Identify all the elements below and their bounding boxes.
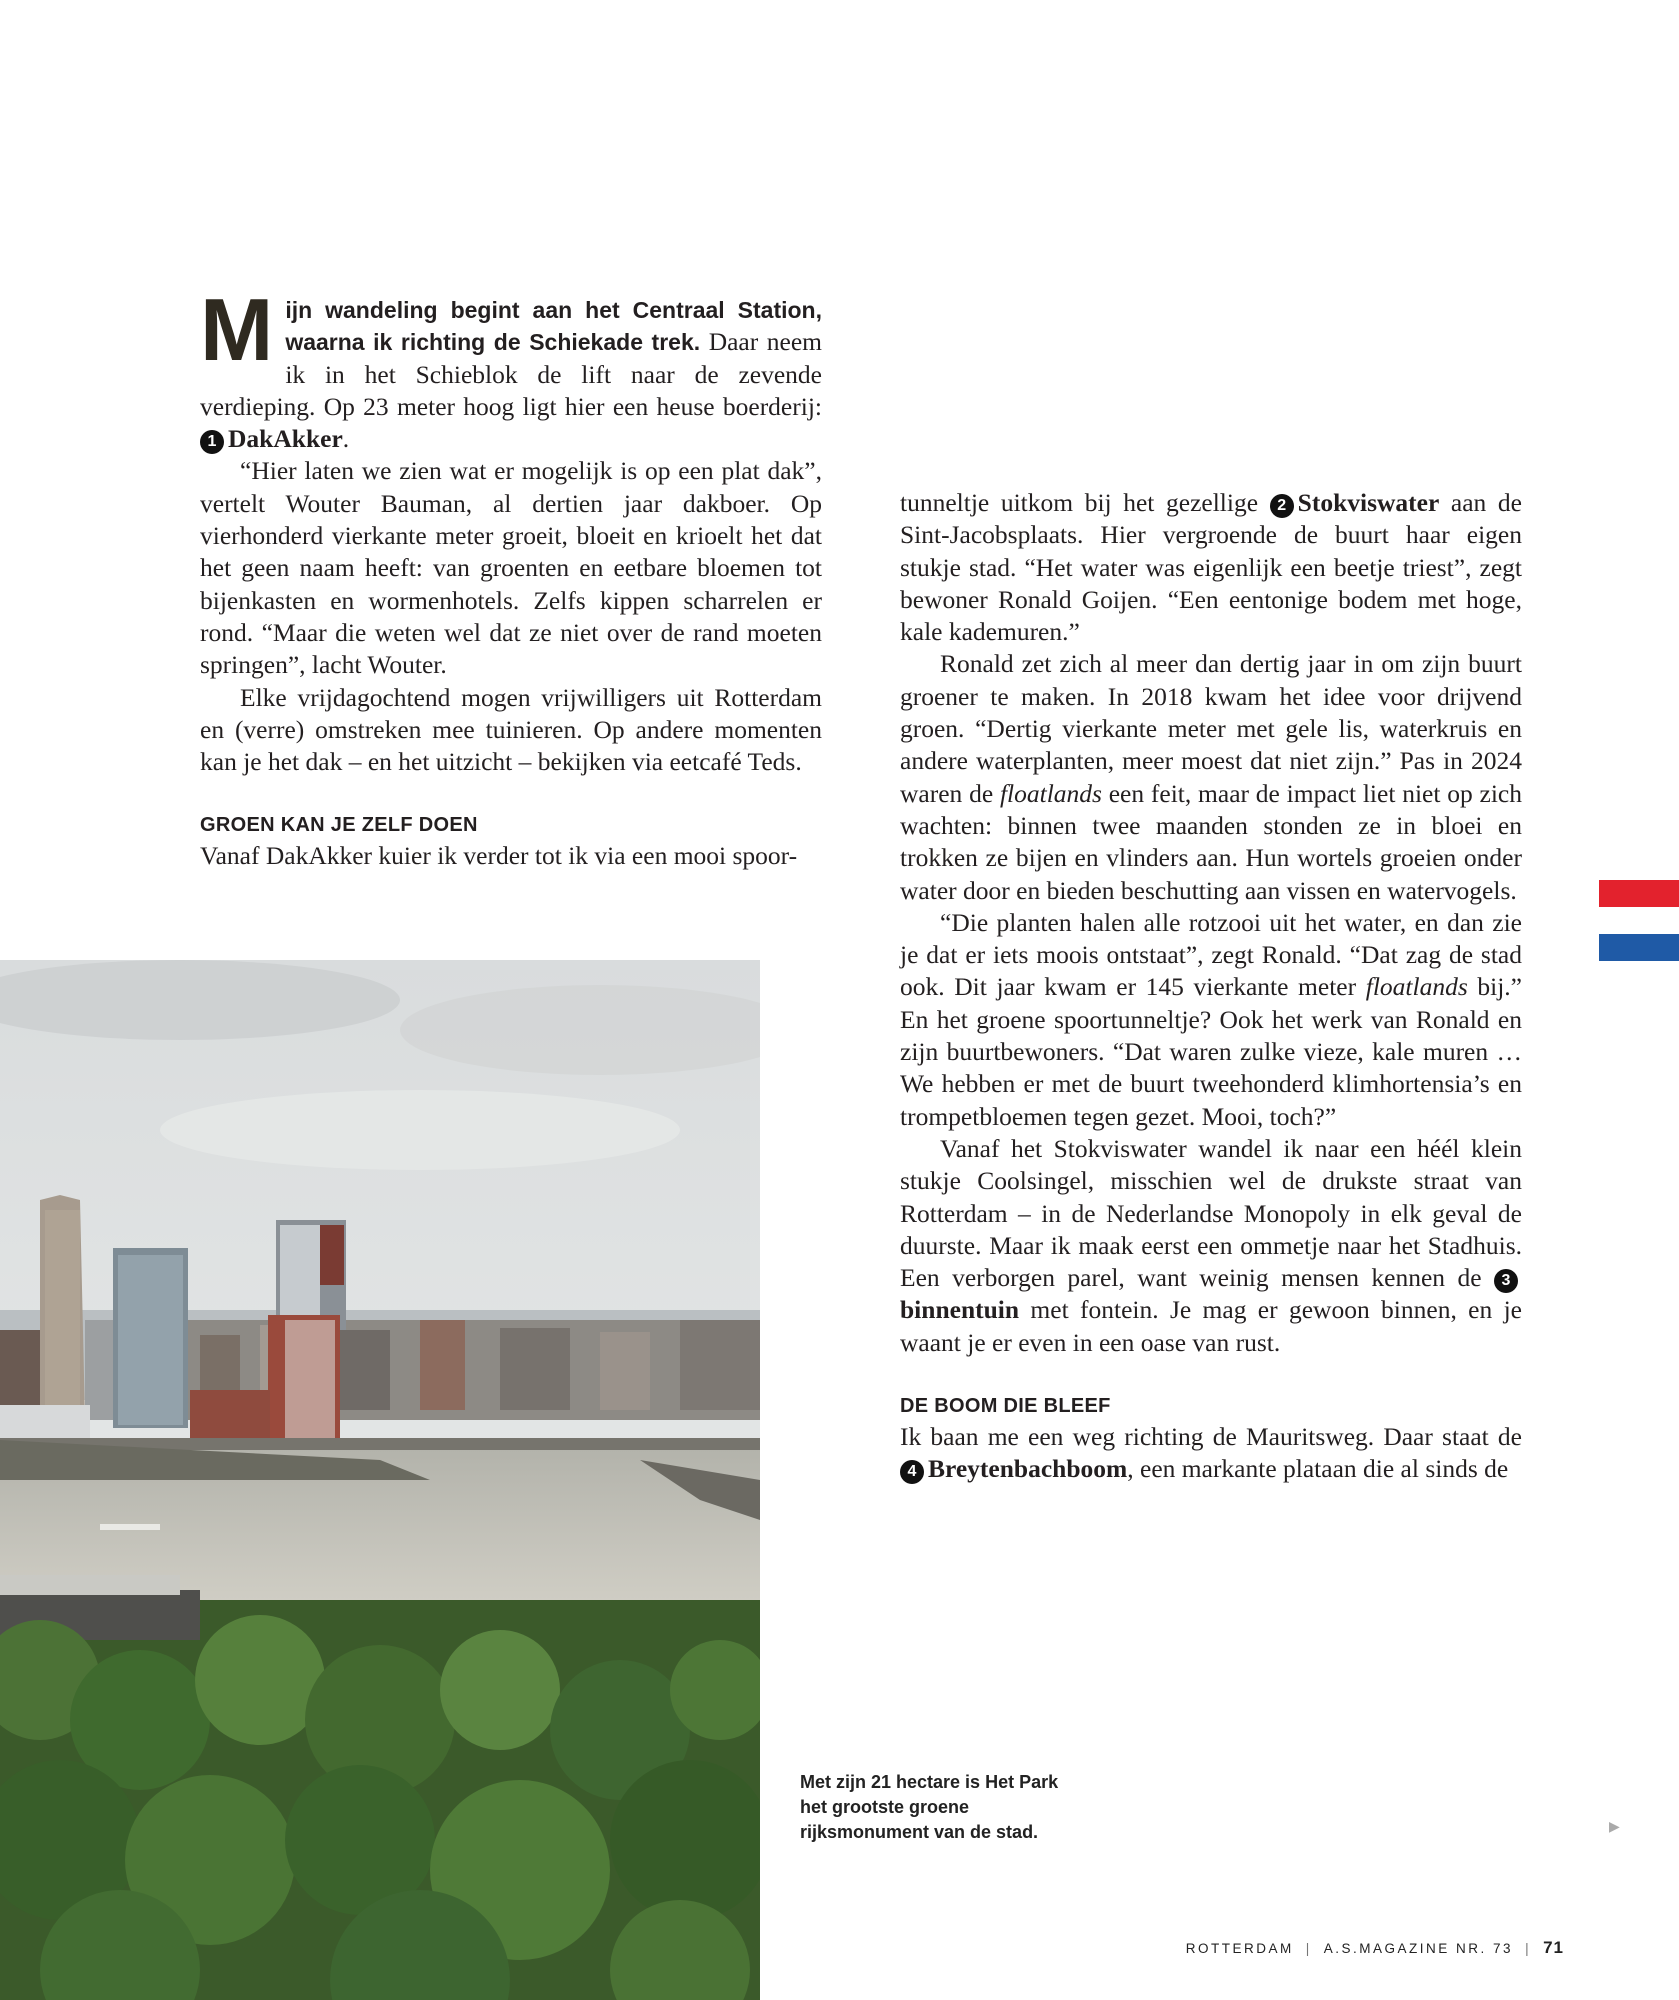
location-marker-3: 3 [1494,1269,1518,1293]
rotterdam-skyline-photo [0,960,760,2000]
paragraph-text: tunneltje uitkom bij het gezellige [900,488,1270,517]
drop-cap: M [200,280,272,379]
footer-magazine: A.S.MAGAZINE NR. 73 [1323,1941,1514,1956]
photo-caption: Met zijn 21 hectare is Het Park het grootste groene rijksmonument van de stad. [800,1772,1059,1842]
paragraph [900,907,1522,1133]
paragraph [900,1421,1522,1486]
article-column-right [900,487,1522,1486]
paragraph-text: Ronald zet zich al meer dan dertig jaar in om zijn buurt groener te maken. In 2018 kwam het idee voor drijvend groen. “Dertig vierkante meter met gele lis, waterkruis en andere waterplanten, meer moest dat niet zijn.” Pas in 2024 waren de [900,649,1522,808]
paragraph [900,487,1522,648]
paragraph-text: Ik baan me een weg richting de Mauritsweg. Daar staat de [900,1422,1522,1452]
photo-illustration [0,960,760,2000]
paragraph: “Hier laten we zien wat er mogelijk is op een plat dak”, vertelt Wouter Bauman, al dertien jaar dakboer. Op vierhonderd vierkante meter groeit, bloeit en krioelt het dat het geen naam heeft: van groenten en eetbare bloemen tot bijenkasten en wormenhotels. Zelfs kippen scharrelen er rond. “Maar die weten wel dat ze niet over de rand moeten springen”, lacht Wouter. [200,456,822,680]
italic-term: floatlands [999,778,1102,808]
paragraph [900,648,1522,906]
italic-term: floatlands [1365,972,1468,1002]
paragraph-text: Daar neem ik in het Schieblok de lift naar de zevende verdieping. Op 23 meter hoog ligt hier een heuse boerderij: [200,327,823,421]
footer-city: ROTTERDAM [1185,1941,1294,1956]
intro-paragraph [200,280,823,455]
article-column-left [200,280,823,873]
paragraph [900,1133,1522,1359]
location-marker-2: 2 [1270,494,1294,518]
next-page-arrow-icon: ▶ [1609,1819,1620,1835]
flag-stripe-blue [1599,934,1679,961]
page-footer [1186,1938,1564,1958]
page-number: 71 [1543,1938,1564,1957]
place-name-stokviswater: Stokviswater [1297,488,1440,517]
location-marker-1: 1 [200,430,224,454]
paragraph-text: Vanaf het Stokviswater wandel ik naar een héél klein stukje Coolsingel, misschien wel de drukste straat van Rotterdam – in de Nederlandse Monopoly in elk geval de duurste. Maar ik maak eerst een ommetje naar het Stadhuis. Een verborgen parel, want weinig mensen kennen de [900,1133,1522,1293]
paragraph-text: een feit, maar de impact liet niet op zich wachten: binnen twee maanden stonden ze in bloei en trokken ze bijen en vlinders aan. Hun wortels groeien onder water door en bieden beschutting aan vissen en watervogels. [900,778,1522,905]
paragraph-text: , een markante plataan die al sinds de [1127,1454,1509,1484]
lead-text: ijn wandeling begint aan het Centraal Station, waarna ik richting de Schiekade trek. [285,297,822,356]
flag-stripe-red [1599,880,1679,907]
paragraph-text: “Die planten halen alle rotzooi uit het water, en dan zie je dat er iets moois ontstaat”, zegt Ronald. “Dat zag de stad ook. Dit jaar kwam er 145 vierkante meter [900,907,1522,1002]
section-heading: GROEN KAN JE ZELF DOEN [200,814,478,837]
place-name-breytenbachboom: Breytenbachboom [928,1454,1128,1484]
paragraph-text: aan de Sint-Jacobsplaats. Hier vergroende de buurt haar eigen stukje stad. “Het water was eigenlijk een beetje triest”, zegt bewoner Ronald Goijen. “Een eentonige bodem met hoge, kale kademuren.” [900,488,1522,647]
footer-separator: | [1525,1941,1532,1956]
paragraph-text: met fontein. Je mag er gewoon binnen, en je waant je er even in een oase van rust. [900,1295,1522,1357]
location-marker-4: 4 [900,1460,924,1484]
section-heading: DE BOOM DIE BLEEF [900,1395,1111,1418]
paragraph-text: bij.” En het groene spoortunneltje? Ook het werk van Ronald en zijn buurtbewoners. “Dat waren zulke vieze, kale muren … We hebben er met de buurt tweehonderd klimhortensia’s en trompetbloemen tegen gezet. Mooi, toch?” [900,972,1522,1131]
footer-separator: | [1305,1941,1312,1956]
paragraph-text: . [342,424,350,454]
place-name-dakakker: DakAkker [228,424,343,454]
place-name-binnentuin: binnentuin [900,1295,1020,1325]
paragraph: Elke vrijdagochtend mogen vrijwilligers uit Rotterdam en (verre) omstreken mee tuinieren. Op andere momenten kan je het dak – en het uitzicht – bekijken via eetcafé Teds. [200,682,822,777]
paragraph: Vanaf DakAkker kuier ik verder tot ik via een mooi spoor- [200,841,798,871]
